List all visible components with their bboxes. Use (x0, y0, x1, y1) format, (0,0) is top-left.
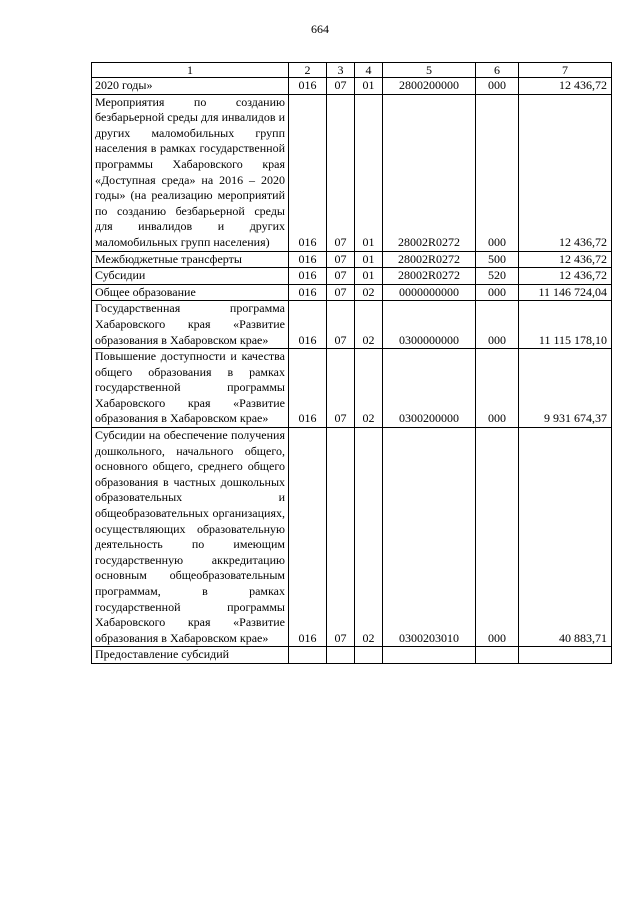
row-cell: 07 (327, 94, 355, 251)
row-amount-cell: 9 931 674,37 (519, 349, 612, 428)
row-cell: 07 (327, 428, 355, 647)
row-amount-cell (519, 647, 612, 664)
row-cell: 28002R0272 (383, 94, 476, 251)
row-cell (476, 647, 519, 664)
table-row (92, 268, 612, 285)
row-cell: 2800200000 (383, 78, 476, 95)
row-amount-cell: 11 115 178,10 (519, 301, 612, 349)
row-amount-cell: 12 436,72 (519, 78, 612, 95)
row-name-cell: Повышение доступности и качества общего образования в рамках государственной программы Хабаровского края «Развитие образования в Хабаровском крае» (92, 349, 289, 428)
row-amount-cell: 12 436,72 (519, 251, 612, 268)
row-cell: 02 (355, 349, 383, 428)
row-name-cell: Мероприятия по созданию безбарьерной среды для инвалидов и других маломобильных групп населения в рамках государственной программы Хабаровского края «Доступная среда» на 2016 – 2020 годы» (на реализацию мероприятий по созданию безбарьерной среды для инвалидов и других маломобильных групп населения) (92, 94, 289, 251)
table-row (92, 428, 612, 647)
row-cell: 28002R0272 (383, 251, 476, 268)
row-cell: 07 (327, 284, 355, 301)
row-cell: 520 (476, 268, 519, 285)
header-cell: 3 (327, 63, 355, 78)
row-cell: 07 (327, 268, 355, 285)
row-cell: 07 (327, 78, 355, 95)
row-name-cell: Государственная программа Хабаровского края «Развитие образования в Хабаровском крае» (92, 301, 289, 349)
row-cell: 000 (476, 284, 519, 301)
row-cell: 07 (327, 301, 355, 349)
row-name-cell: 2020 годы» (92, 78, 289, 95)
row-cell: 01 (355, 78, 383, 95)
header-cell: 1 (92, 63, 289, 78)
row-cell: 000 (476, 349, 519, 428)
row-cell (327, 647, 355, 664)
row-amount-cell: 11 146 724,04 (519, 284, 612, 301)
row-cell: 0300203010 (383, 428, 476, 647)
row-amount-cell: 12 436,72 (519, 268, 612, 285)
budget-table (91, 62, 612, 664)
row-amount-cell: 40 883,71 (519, 428, 612, 647)
table-row (92, 78, 612, 95)
row-name-cell: Общее образование (92, 284, 289, 301)
row-cell: 0000000000 (383, 284, 476, 301)
row-cell: 0300000000 (383, 301, 476, 349)
row-cell: 016 (289, 301, 327, 349)
row-cell: 000 (476, 428, 519, 647)
row-cell: 01 (355, 94, 383, 251)
row-cell: 28002R0272 (383, 268, 476, 285)
row-cell: 07 (327, 251, 355, 268)
row-cell: 016 (289, 251, 327, 268)
table-row (92, 284, 612, 301)
row-name-cell: Предоставление субсидий (92, 647, 289, 664)
table-row (92, 301, 612, 349)
header-cell: 2 (289, 63, 327, 78)
row-cell: 500 (476, 251, 519, 268)
row-cell: 01 (355, 268, 383, 285)
row-cell: 016 (289, 349, 327, 428)
row-cell: 07 (327, 349, 355, 428)
row-cell: 000 (476, 78, 519, 95)
table-row (92, 94, 612, 251)
row-cell: 01 (355, 251, 383, 268)
row-cell: 016 (289, 428, 327, 647)
header-cell: 4 (355, 63, 383, 78)
row-cell (355, 647, 383, 664)
row-cell: 000 (476, 301, 519, 349)
row-cell (289, 647, 327, 664)
row-name-cell: Субсидии на обеспечение получения дошкольного, начального общего, основного общего, среднего общего образования в частных дошкольных образовательных и общеобразовательных организациях, осуществляющих образовательную деятельность по имеющим государственную аккредитацию основным общеобразовательным программам, в рамках государственной программы Хабаровского края «Развитие образования в Хабаровском крае» (92, 428, 289, 647)
header-cell: 6 (476, 63, 519, 78)
table-row (92, 647, 612, 664)
row-cell: 000 (476, 94, 519, 251)
table-row (92, 349, 612, 428)
table-header-row (92, 63, 612, 78)
row-cell: 02 (355, 428, 383, 647)
row-cell: 016 (289, 78, 327, 95)
row-cell (383, 647, 476, 664)
row-name-cell: Межбюджетные трансферты (92, 251, 289, 268)
header-cell: 5 (383, 63, 476, 78)
row-name-cell: Субсидии (92, 268, 289, 285)
row-cell: 016 (289, 268, 327, 285)
row-cell: 016 (289, 284, 327, 301)
row-cell: 0300200000 (383, 349, 476, 428)
row-cell: 016 (289, 94, 327, 251)
table-row (92, 251, 612, 268)
row-cell: 02 (355, 284, 383, 301)
row-amount-cell: 12 436,72 (519, 94, 612, 251)
row-cell: 02 (355, 301, 383, 349)
header-cell: 7 (519, 63, 612, 78)
page-number: 664 (311, 22, 329, 36)
